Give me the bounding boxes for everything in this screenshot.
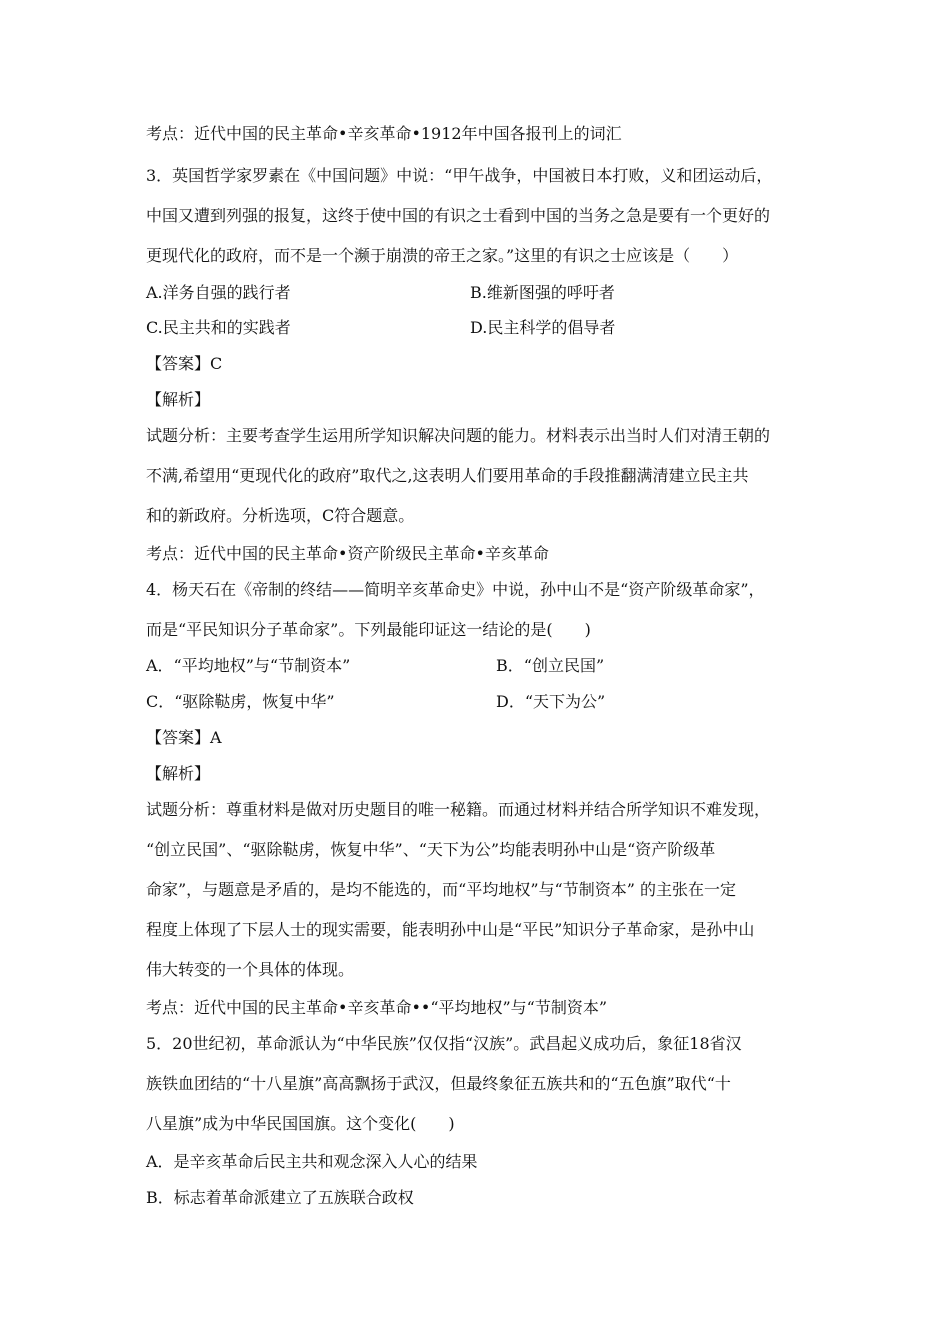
q3-analysis-line-3: 和的新政府。分析选项，C符合题意。	[146, 506, 415, 525]
q5-option-a: A．是辛亥革命后民主共和观念深入人心的结果	[146, 1152, 478, 1171]
q4-analysis-heading: 【解析】	[146, 764, 211, 783]
q4-analysis-line-2: “创立民国”、“驱除鞑虏，恢复中华”、“天下为公”均能表明孙中山是“资产阶级革	[146, 840, 716, 859]
q3-option-b: B.维新图强的呼吁者	[470, 283, 615, 302]
q3-stem-line-3: 更现代化的政府，而不是一个濒于崩溃的帝王之家。”这里的有识之士应该是（ ）	[146, 246, 739, 265]
q4-analysis-line-4: 程度上体现了下层人士的现实需要，能表明孙中山是“平民”知识分子革命家，是孙中山	[146, 920, 755, 939]
q3-analysis-line-1: 试题分析：主要考查学生运用所学知识解决问题的能力。材料表示出当时人们对清王朝的	[146, 426, 771, 445]
q3-analysis-line-2: 不满,希望用“更现代化的政府”取代之,这表明人们要用革命的手段推翻满清建立民主共	[146, 466, 749, 485]
q2-kaodian: 考点：近代中国的民主革命•辛亥革命•1912年中国各报刊上的词汇	[146, 124, 622, 143]
q5-stem-line-1: 5．20世纪初，革命派认为“中华民族”仅仅指“汉族”。武昌起义成功后，象征18省汉	[146, 1034, 742, 1053]
q4-option-d: D．“天下为公”	[496, 692, 606, 711]
q3-kaodian: 考点：近代中国的民主革命•资产阶级民主革命•辛亥革命	[146, 544, 549, 563]
q4-stem-line-2: 而是“平民知识分子革命家”。下列最能印证这一结论的是( )	[146, 620, 591, 639]
q3-stem-line-1: 3．英国哲学家罗素在《中国问题》中说：“甲午战争，中国被日本打败，义和团运动后，	[146, 166, 773, 185]
q3-analysis-heading: 【解析】	[146, 390, 211, 409]
q4-kaodian: 考点：近代中国的民主革命•辛亥革命••“平均地权”与“节制资本”	[146, 998, 608, 1017]
q5-option-b: B．标志着革命派建立了五族联合政权	[146, 1188, 414, 1207]
q4-stem-line-1: 4．杨天石在《帝制的终结——简明辛亥革命史》中说，孙中山不是“资产阶级革命家”，	[146, 580, 765, 599]
q3-option-a: A.洋务自强的践行者	[146, 283, 291, 302]
q4-option-c: C．“驱除鞑虏，恢复中华”	[146, 692, 335, 711]
q3-option-d: D.民主科学的倡导者	[470, 318, 616, 337]
q4-analysis-line-1: 试题分析：尊重材料是做对历史题目的唯一秘籍。而通过材料并结合所学知识不难发现，	[146, 800, 771, 819]
q3-answer: 【答案】C	[146, 354, 223, 373]
q5-stem-line-3: 八星旗”成为中华民国国旗。这个变化( )	[146, 1114, 455, 1133]
q5-stem-line-2: 族铁血团结的“十八星旗”高高飘扬于武汉，但最终象征五族共和的“五色旗”取代“十	[146, 1074, 731, 1093]
q4-analysis-line-3: 命家”，与题意是矛盾的，是均不能选的，而“平均地权”与“节制资本” 的主张在一定	[146, 880, 736, 899]
q4-analysis-line-5: 伟大转变的一个具体的体现。	[146, 960, 355, 979]
q3-option-c: C.民主共和的实践者	[146, 318, 291, 337]
q4-option-a: A．“平均地权”与“节制资本”	[146, 656, 351, 675]
q4-answer: 【答案】A	[146, 728, 222, 747]
q3-stem-line-2: 中国又遭到列强的报复，这终于使中国的有识之士看到中国的当务之急是要有一个更好的	[146, 206, 771, 225]
q4-option-b: B．“创立民国”	[496, 656, 605, 675]
